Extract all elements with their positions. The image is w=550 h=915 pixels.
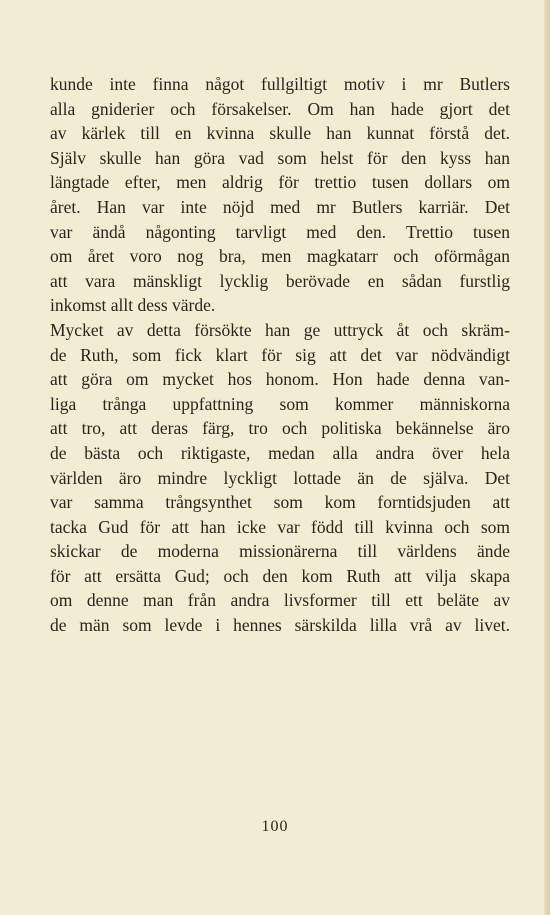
text-line: om året voro nog bra, men magkatarr och oförmågan (50, 246, 510, 267)
text-line: längtade efter, men aldrig för trettio tusen dollars om (50, 172, 510, 193)
text-line: kunde inte finna något fullgiltigt motiv i mr Butlers (50, 74, 510, 94)
text-line: de män som levde i hennes särskilda lilla vrå av livet. (50, 615, 510, 636)
text-line: året. Han var inte nöjd med mr Butlers karriär. Det (50, 196, 510, 217)
text-line: skickar de moderna missionärerna till världens ände (50, 541, 510, 562)
text-line: var samma trångsynthet som kom forntidsjuden att (50, 492, 510, 513)
text-line: att vara mänskligt lycklig berövade en sådan furstlig (50, 270, 510, 291)
page-number: 100 (261, 818, 289, 835)
paragraph-end-line: inkomst allt dess värde. (50, 295, 216, 316)
text-line: Själv skulle han göra vad som helst för den kyss han (50, 147, 510, 168)
text-line: tacka Gud för att han icke var född till kvinna och som (50, 516, 510, 537)
text-line: att tro, att deras färg, tro och politiska bekännelse äro (50, 418, 510, 439)
text-line: liga trånga uppfattning som kommer människorna (50, 393, 510, 414)
text-line: de bästa och riktigaste, medan alla andra över hela (50, 442, 510, 463)
text-line: de Ruth, som fick klart för sig att det var nödvändigt (50, 344, 510, 365)
page-edge (544, 0, 550, 915)
text-line: av kärlek till en kvinna skulle han kunnat förstå det. (50, 123, 510, 144)
text-line: Mycket av detta försökte han ge uttryck åt och skräm- (50, 319, 510, 340)
text-line: var ändå någonting tarvligt med den. Trettio tusen (50, 221, 510, 242)
text-line: om denne man från andra livsformer till ett beläte av (50, 590, 510, 611)
text-line: för att ersätta Gud; och den kom Ruth att vilja skapa (50, 565, 510, 586)
text-line: alla gniderier och försakelser. Om han hade gjort det (50, 98, 510, 119)
text-line: att göra om mycket hos honom. Hon hade denna van- (50, 369, 510, 390)
text-line: världen äro mindre lyckligt lottade än de själva. Det (50, 467, 510, 488)
body-text (50, 72, 510, 638)
